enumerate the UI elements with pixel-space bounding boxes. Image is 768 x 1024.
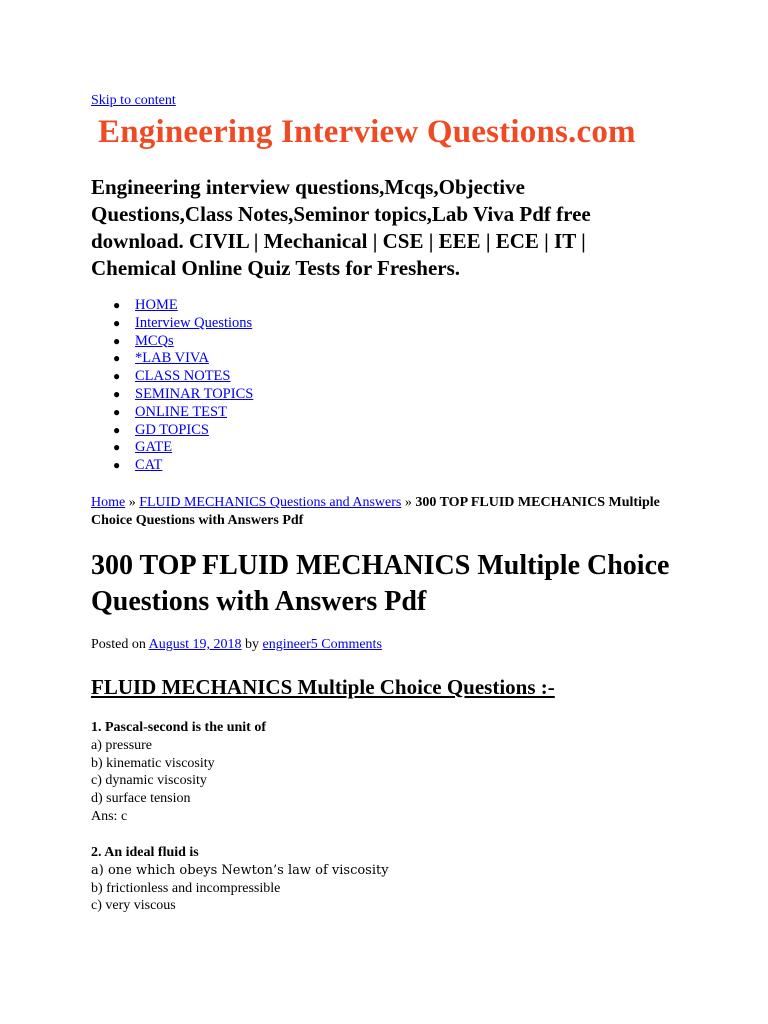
site-logo[interactable]: Engineering Interview Questions.com	[98, 114, 636, 150]
bullet-icon: ●	[113, 315, 121, 330]
nav-item-online-test	[91, 404, 253, 422]
bullet-icon: ●	[113, 369, 121, 384]
question-stem: 2. An ideal fluid is	[91, 845, 199, 860]
question-option: b) kinematic viscosity	[91, 755, 215, 771]
bullet-icon: ●	[113, 351, 121, 366]
question-answer: Ans: c	[91, 808, 128, 824]
question-stem: 1. Pascal-second is the unit of	[91, 720, 266, 735]
question-option: a) pressure	[91, 737, 153, 753]
question-block	[91, 844, 389, 915]
bullet-icon: ●	[113, 333, 121, 348]
bullet-icon: ●	[113, 386, 121, 401]
breadcrumb-separator: »	[404, 495, 412, 510]
bullet-icon: ●	[113, 298, 121, 312]
post-meta	[91, 637, 382, 653]
question-option: a) one which obeys Newton’s law of viscosity	[91, 862, 389, 878]
nav-item-cat	[91, 457, 253, 475]
bullet-icon: ●	[113, 458, 121, 473]
post-date-link[interactable]: August 19, 2018	[148, 637, 242, 652]
site-tagline: Engineering interview questions,Mcqs,Objective Questions,Class Notes,Seminor topics,Lab Viva Pdf free download. CIVIL | Mechanical | CSE | EEE | ECE | IT | Chemical Online Quiz Tests for Freshers.	[91, 175, 591, 280]
nav-item-seminar-topics	[91, 386, 253, 404]
bullet-icon: ●	[113, 440, 121, 455]
author-comments-link[interactable]: engineer5 Comments	[262, 637, 382, 652]
nav-link-seminar-topics[interactable]: SEMINAR TOPICS	[135, 385, 254, 402]
nav-link-class-notes[interactable]: CLASS NOTES	[135, 368, 231, 385]
nav-item-class-notes	[91, 368, 253, 386]
nav-link-online-test[interactable]: ONLINE TEST	[135, 403, 227, 420]
nav-item-gd-topics	[91, 422, 253, 440]
breadcrumb-current: 300 TOP FLUID MECHANICS Multiple Choice Questions with Answers Pdf	[91, 495, 660, 528]
nav-link-gd-topics[interactable]: GD TOPICS	[135, 421, 210, 438]
breadcrumb-category-link[interactable]: FLUID MECHANICS Questions and Answers	[139, 495, 402, 510]
nav-link-cat[interactable]: CAT	[135, 457, 163, 474]
nav-link-lab-viva[interactable]: *LAB VIVA	[135, 350, 209, 367]
main-nav	[91, 297, 253, 475]
nav-item-mcqs	[91, 333, 253, 351]
question-option: c) very viscous	[91, 898, 176, 914]
nav-link-interview-questions[interactable]: Interview Questions	[135, 314, 253, 331]
breadcrumb-home-link[interactable]: Home	[91, 495, 126, 510]
posted-on-label: Posted on	[91, 637, 146, 652]
section-heading: FLUID MECHANICS Multiple Choice Questions :-	[91, 675, 555, 699]
nav-link-mcqs[interactable]: MCQs	[135, 332, 174, 349]
posted-by-label: by	[245, 637, 260, 652]
skip-to-content-link[interactable]: Skip to content	[91, 93, 176, 108]
nav-link-home[interactable]: HOME	[135, 297, 178, 313]
nav-item-lab-viva	[91, 350, 253, 368]
nav-item-interview-questions	[91, 315, 253, 333]
page-title: 300 TOP FLUID MECHANICS Multiple Choice Questions with Answers Pdf	[91, 550, 670, 617]
bullet-icon: ●	[113, 404, 121, 419]
question-block	[91, 719, 266, 826]
nav-item-home	[91, 297, 253, 315]
breadcrumb	[91, 494, 691, 530]
bullet-icon: ●	[113, 422, 121, 437]
nav-link-gate[interactable]: GATE	[135, 439, 173, 456]
nav-item-gate	[91, 439, 253, 457]
question-option: b) frictionless and incompressible	[91, 880, 281, 896]
question-option: d) surface tension	[91, 791, 191, 807]
question-option: c) dynamic viscosity	[91, 773, 207, 789]
breadcrumb-separator: »	[128, 495, 136, 510]
